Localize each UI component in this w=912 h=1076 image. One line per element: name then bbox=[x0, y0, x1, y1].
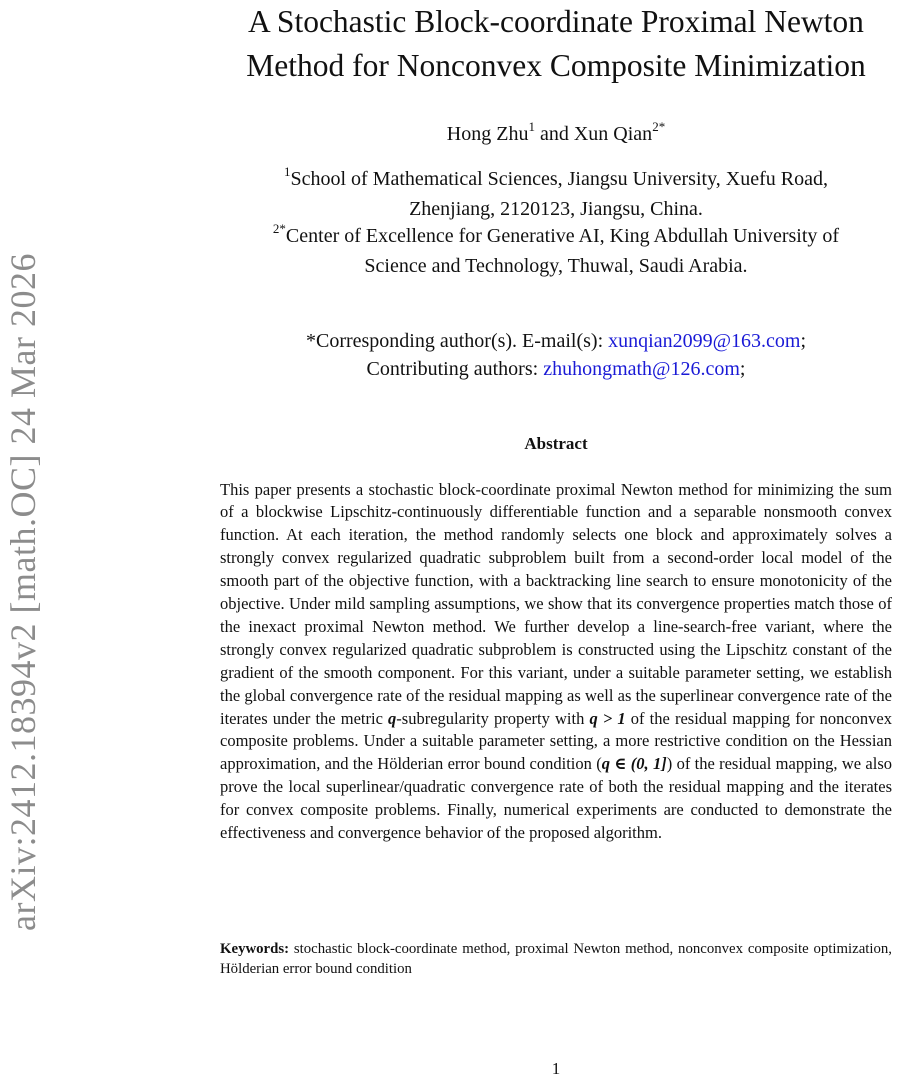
affiliation-line: Science and Technology, Thuwal, Saudi Arabia. bbox=[364, 255, 748, 277]
corresponding-suffix: ; bbox=[800, 330, 807, 352]
abstract-segment: ) of the residual mapping, we also prove the local superlinear/quadratic convergence rate of both the residual mapping and the iterates for convex composite problems. Finally, numerical experiments are conducted to demonstrate the effectiveness and convergence behavior of the proposed algorithm. bbox=[220, 754, 892, 843]
affiliation-text: School of Mathematical Sciences, Jiangsu University, Xuefu Road, bbox=[290, 168, 828, 190]
contributing-authors-line bbox=[200, 355, 912, 383]
arxiv-identifier-stamp bbox=[0, 0, 46, 1000]
keywords-text: stochastic block-coordinate method, proximal Newton method, nonconvex composite optimization, Hölderian error bound condition bbox=[220, 941, 896, 977]
contributing-email-link[interactable]: zhuhongmath@126.com bbox=[543, 358, 740, 380]
affiliation-mark: 1 bbox=[284, 164, 291, 179]
math-q-greater-than-one: q > 1 bbox=[589, 708, 626, 728]
affiliation bbox=[200, 222, 912, 280]
arxiv-identifier-text: arXiv:2412.18394v2 [math.OC] 24 Mar 2026 bbox=[3, 253, 43, 931]
abstract-segment: of the residual mapping for nonconvex composite problems. Under a suitable parameter setting, a more restrictive condition on the Hessian approximation, and the Hölderian error bound condition ( bbox=[220, 708, 892, 774]
keywords-label: Keywords: bbox=[220, 941, 290, 957]
affiliation-line bbox=[200, 165, 912, 195]
author-separator: and bbox=[534, 123, 574, 145]
contact-block bbox=[200, 327, 912, 383]
abstract-segment: -subregularity property with bbox=[396, 708, 590, 728]
corresponding-email-link[interactable]: xunqian2099@163.com bbox=[608, 330, 801, 352]
contributing-suffix: ; bbox=[739, 358, 746, 380]
affiliation bbox=[200, 165, 912, 223]
page-number: 1 bbox=[551, 1059, 561, 1076]
affiliation-text: Center of Excellence for Generative AI, King Abdullah University of bbox=[285, 225, 840, 247]
affiliation-line bbox=[200, 222, 912, 252]
affiliation-mark: 2* bbox=[272, 221, 286, 236]
author-list bbox=[200, 120, 912, 150]
math-q-interval: q ∈ (0, 1] bbox=[601, 754, 667, 774]
author-affiliation-mark: 2* bbox=[652, 119, 666, 134]
abstract-text bbox=[220, 479, 892, 846]
corresponding-label: *Corresponding author(s). E-mail(s): bbox=[305, 330, 609, 352]
author-affiliation-mark: 1 bbox=[528, 119, 535, 134]
title-line: A Stochastic Block-coordinate Proximal Newton bbox=[248, 4, 864, 39]
keywords-block bbox=[220, 939, 896, 979]
title-line: Method for Nonconvex Composite Minimization bbox=[246, 48, 866, 83]
math-q: q bbox=[388, 708, 397, 728]
abstract-segment: This paper presents a stochastic block-coordinate proximal Newton method for minimizing the sum of a blockwise Lipschitz-continuously differentiable function and a separable nonsmooth convex function. At each iteration, the method randomly selects one block and approximately solves a strongly convex regularized quadratic subproblem built from a second-order local model of the smooth part of the objective function, with a backtracking line search to ensure monotonicity of the objective. Under mild sampling assumptions, we show that its convergence properties match those of the inexact proximal Newton method. We further develop a line-search-free variant, where the strongly convex regularized quadratic subproblem is constructed using the Lipschitz constant of the gradient of the smooth component. For this variant, under a suitable parameter setting, we establish the global convergence rate of the residual mapping as well as the superlinear convergence rate of the iterates under the metric bbox=[220, 479, 892, 728]
author-name: Hong Zhu bbox=[446, 123, 529, 145]
abstract-heading: Abstract bbox=[524, 434, 588, 453]
paper-title bbox=[200, 0, 912, 88]
corresponding-author-line bbox=[200, 327, 912, 355]
author-name: Xun Qian bbox=[573, 123, 653, 145]
contributing-label: Contributing authors: bbox=[366, 358, 544, 380]
affiliation-line: Zhenjiang, 2120123, Jiangsu, China. bbox=[409, 198, 703, 220]
